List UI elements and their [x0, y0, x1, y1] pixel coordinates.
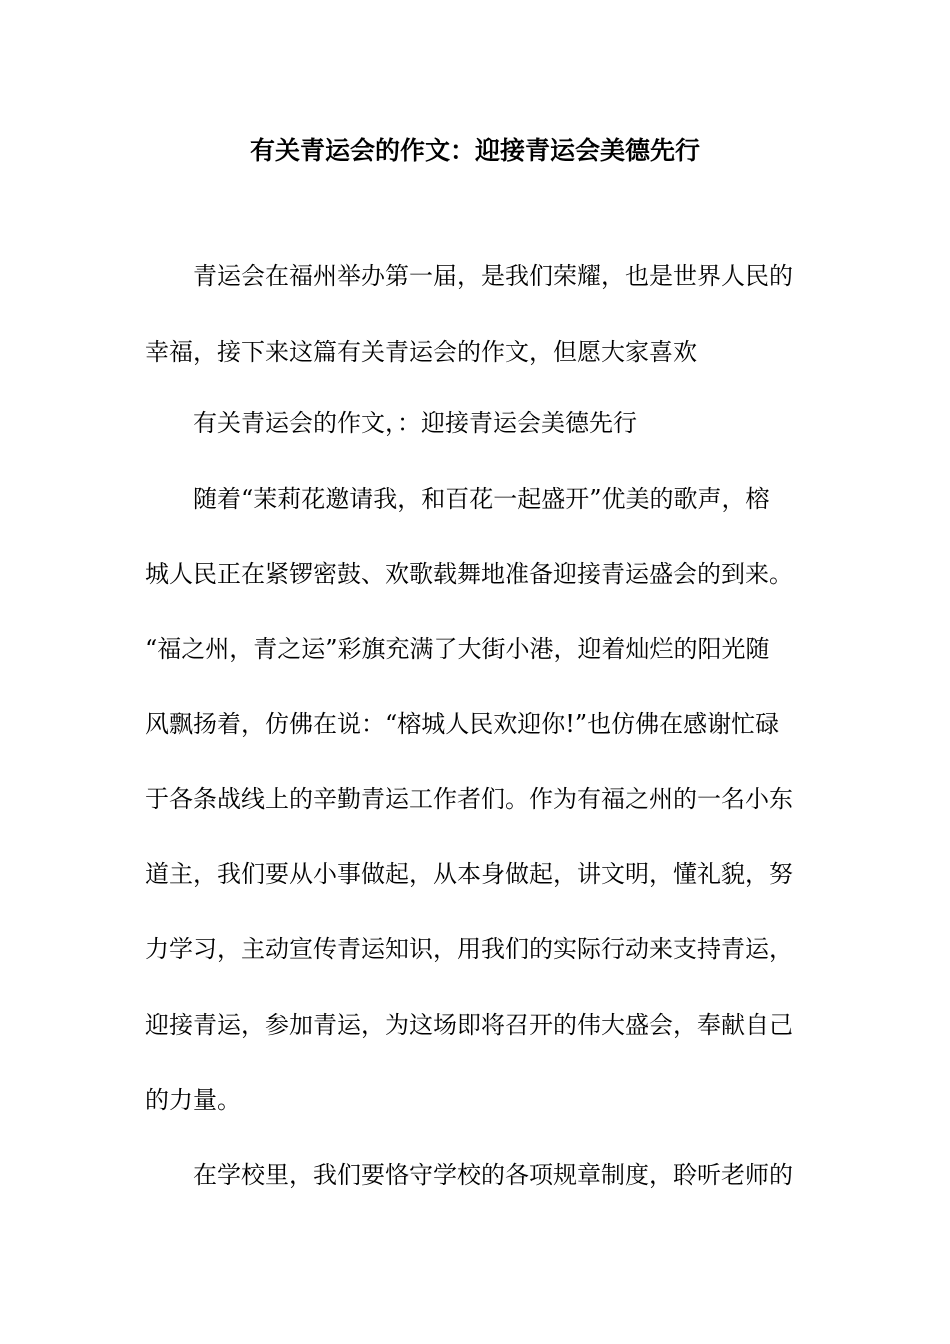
paragraph-line: 城人民正在紧锣密鼓、欢歌载舞地准备迎接青运盛会的到来。 [145, 560, 793, 588]
paragraph-line: 风飘扬着，仿佛在说：“榕城人民欢迎你!”也仿佛在感谢忙碌 [145, 710, 780, 738]
paragraph-line: 道主，我们要从小事做起，从本身做起，讲文明，懂礼貌，努 [145, 860, 793, 888]
paragraph-line: 青运会在福州举办第一届，是我们荣耀，也是世界人民的 [193, 262, 793, 290]
document-title: 有关青运会的作文：迎接青运会美德先行 [249, 136, 700, 165]
paragraph-line: 有关青运会的作文，：迎接青运会美德先行 [193, 409, 637, 437]
paragraph-line: 于各条战线上的辛勤青运工作者们。作为有福之州的一名小东 [145, 785, 793, 813]
paragraph-line: 迎接青运，参加青运，为这场即将召开的伟大盛会，奉献自己 [145, 1011, 793, 1039]
paragraph-line: 力学习，主动宣传青运知识，用我们的实际行动来支持青运， [145, 935, 793, 963]
paragraph-line: “福之州，青之运”彩旗充满了大街小港，迎着灿烂的阳光随 [145, 635, 770, 663]
paragraph-line: 的力量。 [145, 1086, 241, 1114]
paragraph-line: 幸福，接下来这篇有关青运会的作文，但愿大家喜欢 [145, 338, 697, 366]
paragraph-line: 在学校里，我们要恪守学校的各项规章制度，聆听老师的 [193, 1161, 793, 1189]
paragraph-line: 随着“茉莉花邀请我，和百花一起盛开”优美的歌声，榕 [193, 485, 770, 513]
